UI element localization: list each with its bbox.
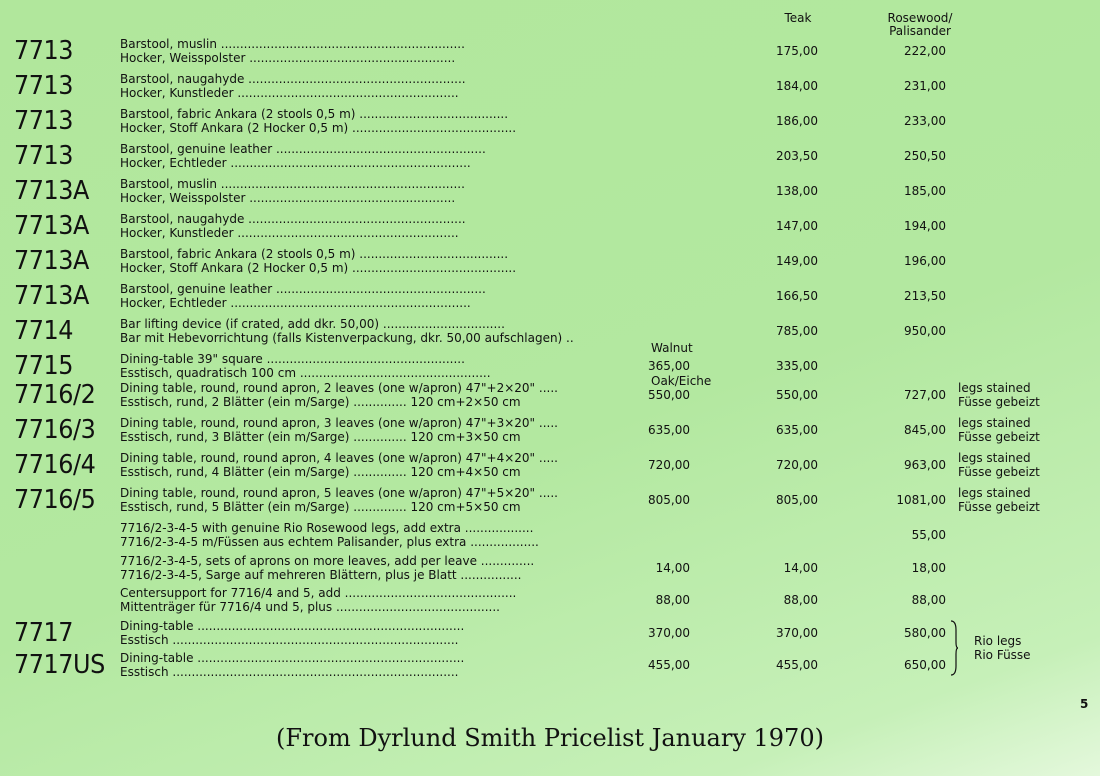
teak-price: 785,00 [776, 324, 818, 338]
model-number: 7713 [14, 36, 74, 66]
description-de: Hocker, Echtleder ............................................................... [120, 156, 471, 170]
description-de: Hocker, Kunstleder .......................................................... [120, 86, 459, 100]
teak-price: 335,00 [776, 359, 818, 373]
walnut-price: 550,00 [648, 388, 690, 402]
rosewood-price: 88,00 [911, 593, 946, 607]
walnut-price: 370,00 [648, 626, 690, 640]
model-number: 7716/4 [14, 450, 96, 480]
rosewood-column-header [874, 12, 966, 38]
model-number: 7713 [14, 71, 74, 101]
description-de: Esstisch, rund, 5 Blätter (ein m/Sarge) .............. 120 cm+5×50 cm [120, 500, 521, 514]
walnut-price: 14,00 [655, 561, 690, 575]
teak-price: 175,00 [776, 44, 818, 58]
teak-column-header: Teak [784, 11, 812, 25]
description-de: Hocker, Stoff Ankara (2 Hocker 0,5 m) ........................................... [120, 121, 517, 135]
teak-price: 88,00 [783, 593, 818, 607]
teak-price: 635,00 [776, 423, 818, 437]
walnut-price: 635,00 [648, 423, 690, 437]
model-number: 7713 [14, 106, 74, 136]
model-number: 7713A [14, 211, 89, 241]
rosewood-header-line1: Rosewood/ [887, 11, 953, 25]
rio-note-de: Rio Füsse [974, 648, 1031, 662]
leg-note-en: legs stained [958, 486, 1031, 500]
walnut-price: 720,00 [648, 458, 690, 472]
teak-price: 147,00 [776, 219, 818, 233]
rosewood-price: 213,50 [904, 289, 946, 303]
rosewood-price: 650,00 [904, 658, 946, 672]
rosewood-header-line2: Palisander [889, 24, 951, 38]
teak-price: 455,00 [776, 658, 818, 672]
model-number: 7713A [14, 246, 89, 276]
rosewood-price: 18,00 [911, 561, 946, 575]
description-en: Dining-table ...................................................................... [120, 619, 465, 633]
description-en: Dining table, round, round apron, 5 leaves (one w/apron) 47"+5×20" ..... [120, 486, 558, 500]
description-de: Mittenträger für 7716/4 und 5, plus ........................................... [120, 600, 500, 614]
description-de: Hocker, Weisspolster ...................................................... [120, 191, 456, 205]
teak-price: 203,50 [776, 149, 818, 163]
teak-price: 370,00 [776, 626, 818, 640]
rosewood-price: 55,00 [911, 528, 946, 542]
description-en: Barstool, naugahyde ......................................................... [120, 212, 466, 226]
leg-note-en: legs stained [958, 451, 1031, 465]
leg-note-en: legs stained [958, 381, 1031, 395]
description-de: Hocker, Stoff Ankara (2 Hocker 0,5 m) ........................................... [120, 261, 517, 275]
model-number: 7713A [14, 281, 89, 311]
model-number: 7716/2 [14, 380, 96, 410]
description-en: Barstool, genuine leather ....................................................... [120, 282, 486, 296]
description-de: Esstisch, rund, 3 Blätter (ein m/Sarge) .............. 120 cm+3×50 cm [120, 430, 521, 444]
rosewood-price: 233,00 [904, 114, 946, 128]
teak-price: 166,50 [776, 289, 818, 303]
description-en: Dining table, round, round apron, 2 leaves (one w/apron) 47"+2×20" ..... [120, 381, 558, 395]
description-en: Barstool, fabric Ankara (2 stools 0,5 m) ....................................... [120, 247, 509, 261]
description-en: Barstool, naugahyde ......................................................... [120, 72, 466, 86]
description-en: Barstool, fabric Ankara (2 stools 0,5 m) ....................................... [120, 107, 509, 121]
teak-price: 805,00 [776, 493, 818, 507]
description-en: Dining table, round, round apron, 4 leaves (one w/apron) 47"+4×20" ..... [120, 451, 558, 465]
page-number: 5 [1080, 697, 1089, 711]
description-en: Bar lifting device (if crated, add dkr. 50,00) ................................ [120, 317, 505, 331]
description-en: Barstool, genuine leather ....................................................... [120, 142, 486, 156]
walnut-column-header: Walnut [651, 341, 693, 355]
rosewood-price: 950,00 [904, 324, 946, 338]
rosewood-price: 845,00 [904, 423, 946, 437]
model-number: 7715 [14, 351, 74, 381]
rosewood-price: 250,50 [904, 149, 946, 163]
leg-note-de: Füsse gebeizt [958, 500, 1040, 514]
teak-price: 138,00 [776, 184, 818, 198]
model-number: 7716/5 [14, 485, 96, 515]
source-caption: (From Dyrlund Smith Pricelist January 1970) [276, 724, 824, 752]
teak-price: 550,00 [776, 388, 818, 402]
description-en: Barstool, muslin ................................................................ [120, 177, 465, 191]
description-en: Dining-table 39" square .................................................... [120, 352, 465, 366]
teak-price: 14,00 [783, 561, 818, 575]
description-de: 7716/2-3-4-5 m/Füssen aus echtem Palisander, plus extra .................. [120, 535, 539, 549]
description-de: Hocker, Weisspolster ...................................................... [120, 51, 456, 65]
rosewood-price: 1081,00 [896, 493, 946, 507]
teak-price: 720,00 [776, 458, 818, 472]
walnut-price: 88,00 [655, 593, 690, 607]
walnut-price: 455,00 [648, 658, 690, 672]
teak-price: 184,00 [776, 79, 818, 93]
leg-note-de: Füsse gebeizt [958, 430, 1040, 444]
model-number: 7717 [14, 618, 74, 648]
description-de: Esstisch, rund, 4 Blätter (ein m/Sarge) .............. 120 cm+4×50 cm [120, 465, 521, 479]
leg-note-de: Füsse gebeizt [958, 465, 1040, 479]
rosewood-price: 963,00 [904, 458, 946, 472]
description-de: Esstisch ........................................................................... [120, 665, 459, 679]
teak-price: 149,00 [776, 254, 818, 268]
description-de: Esstisch, rund, 2 Blätter (ein m/Sarge) .............. 120 cm+2×50 cm [120, 395, 521, 409]
leg-note-de: Füsse gebeizt [958, 395, 1040, 409]
description-en: Dining table, round, round apron, 3 leaves (one w/apron) 47"+3×20" ..... [120, 416, 558, 430]
rosewood-price: 222,00 [904, 44, 946, 58]
rosewood-price: 194,00 [904, 219, 946, 233]
model-number: 7714 [14, 316, 74, 346]
model-number: 7713A [14, 176, 89, 206]
description-de: Hocker, Echtleder ............................................................... [120, 296, 471, 310]
description-en: 7716/2-3-4-5, sets of aprons on more leaves, add per leave .............. [120, 554, 535, 568]
walnut-price: 805,00 [648, 493, 690, 507]
leg-note-en: legs stained [958, 416, 1031, 430]
model-number: 7716/3 [14, 415, 96, 445]
rio-note-en: Rio legs [974, 634, 1022, 648]
walnut-price: 365,00 [648, 359, 690, 373]
rio-brace [950, 620, 958, 676]
model-number: 7717US [14, 650, 105, 680]
description-de: Esstisch ........................................................................... [120, 633, 459, 647]
description-en: Dining-table ...................................................................... [120, 651, 465, 665]
description-en: 7716/2-3-4-5 with genuine Rio Rosewood legs, add extra .................. [120, 521, 534, 535]
description-en: Barstool, muslin ................................................................ [120, 37, 465, 51]
description-de: Esstisch, quadratisch 100 cm .................................................. [120, 366, 491, 380]
description-en: Centersupport for 7716/4 and 5, add ............................................. [120, 586, 517, 600]
model-number: 7713 [14, 141, 74, 171]
rosewood-price: 196,00 [904, 254, 946, 268]
rosewood-price: 185,00 [904, 184, 946, 198]
teak-price: 186,00 [776, 114, 818, 128]
rosewood-price: 231,00 [904, 79, 946, 93]
rosewood-price: 727,00 [904, 388, 946, 402]
description-de: Bar mit Hebevorrichtung (falls Kistenverpackung, dkr. 50,00 aufschlagen) .. [120, 331, 574, 345]
description-de: Hocker, Kunstleder .......................................................... [120, 226, 459, 240]
description-de: 7716/2-3-4-5, Sarge auf mehreren Blättern, plus je Blatt ................ [120, 568, 522, 582]
oak-column-header: Oak/Eiche [651, 374, 712, 388]
rosewood-price: 580,00 [904, 626, 946, 640]
